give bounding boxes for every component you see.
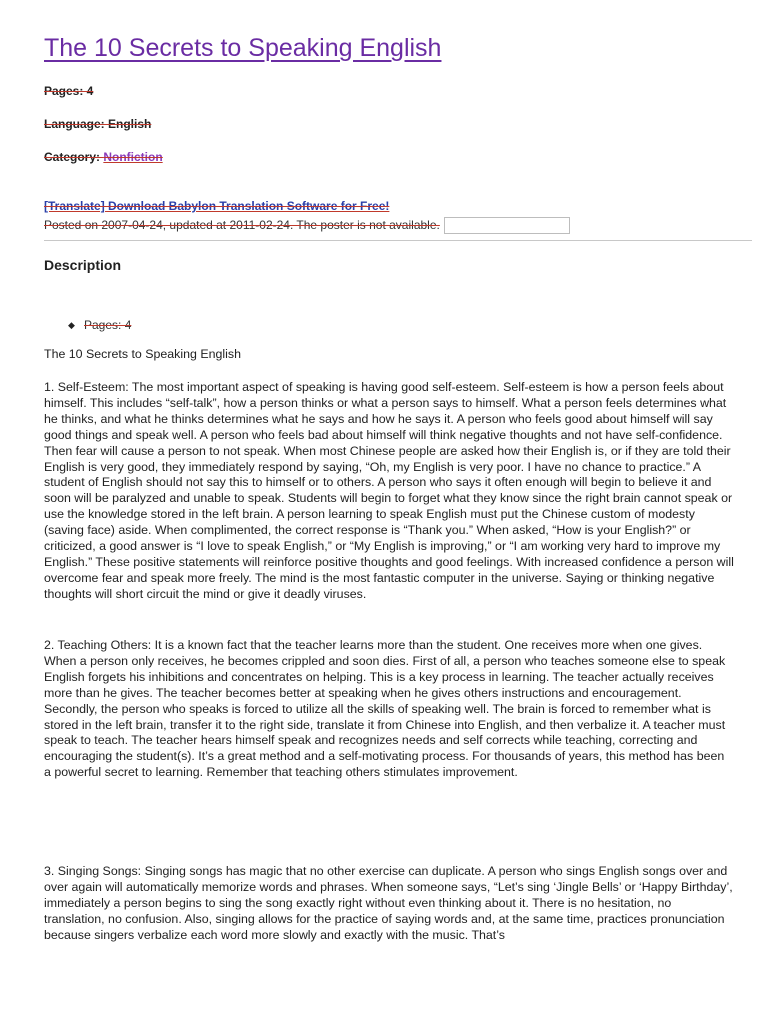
category-link[interactable]: Nonfiction: [103, 150, 163, 164]
meta-category-label: Category:: [44, 150, 104, 164]
meta-category: [44, 150, 163, 164]
bullet-text: Pages: 4: [84, 318, 132, 332]
document-subtitle: The 10 Secrets to Speaking English: [44, 347, 241, 361]
bullet-diamond-icon: ◆: [68, 319, 75, 330]
posted-info: Posted on 2007-04-24, updated at 2011-02-24. The poster is not available.: [44, 218, 440, 232]
section-divider: [44, 240, 752, 241]
posted-row: [44, 216, 570, 234]
poster-placeholder-box: [444, 217, 570, 234]
paragraph-singing-songs: 3. Singing Songs: Singing songs has magic that no other exercise can duplicate. A person who sings English songs over and over again will automatically memorize words and phrases. When someone says, “Let’s sing ‘Jingle Bells’ or ‘Happy Birthday’, immediately a person begins to sing the song exactly right without even thinking about it. There is no hesitation, no translation, no confusion. Also, singing allows for the practice of saying words and, at the same time, practices pronunciation because singers verbalize each word more slowly and exactly with the music. That’s: [44, 864, 733, 942]
paragraph-self-esteem: 1. Self-Esteem: The most important aspect of speaking is having good self-esteem. Self-esteem is how a person feels about himself. This includes “self-talk”, how a person thinks or what a person says to himself. What a person feels determines what he thinks, and what he thinks determines what he says and how he says it. A person who feels good about himself will say good things and speak well. A person who feels bad about himself will think negative thoughts and not have self-confidence. Then fear will cause a person to not speak. When most Chinese people are asked how their English is, or if they are told their English is very good, they immediately respond by saying, “Oh, my English is very poor. I have no chance to practice.” A student of English should not say this to himself or to others. A person who says it often enough will begin to believe it and soon will be paralyzed and unable to speak. Students will begin to forget what they know since the right brain cannot speak or use the knowledge stored in the left brain. A person learning to speak English must put the Chinese custom of modesty (saving face) aside. When complimented, the correct response is “Thank you.” When asked, “How is your English?” or criticized, a good answer is “I love to speak English,” or “My English is improving,” or “I am working very hard to improve my English.” These positive statements will reinforce positive thoughts and good feelings. With increased confidence a person will overcome fear and speak more freely. The mind is the most fantastic computer in the universe. Saying or thinking negative thoughts will short circuit the mind or give it deadly viruses.: [44, 380, 734, 601]
description-heading: Description: [44, 257, 122, 273]
meta-pages: Pages: 4: [44, 84, 94, 98]
meta-language: Language: English: [44, 117, 152, 131]
paragraph-teaching-others: 2. Teaching Others: It is a known fact that the teacher learns more than the student. One receives more when one gives. When a person only receives, he becomes crippled and soon dies. First of all, a person who teaches someone else to speak English forgets his inhibitions and concentrates on helping. This is a key process in learning. The teacher actually receives more than he gives. The teacher becomes better at speaking when he gives others instructions and encouragement. Secondly, the person who speaks is forced to utilize all the skills of speaking well. The brain is forced to remember what is stored in the left brain, transfer it to the right side, translate it from Chinese into English, and then verbalize it. A teacher must speak to teach. The teacher hears himself speak and recognizes needs and self corrects while teaching, correcting and encouraging the student(s). It’s a great method and a self-motivating process. For thousands of years, this method has been a powerful secret to learning. Remember that teaching others stimulates improvement.: [44, 638, 726, 780]
page-title[interactable]: The 10 Secrets to Speaking English: [44, 34, 442, 62]
translate-download-link[interactable]: [Translate] Download Babylon Translation Software for Free!: [44, 199, 390, 213]
list-item: [68, 318, 131, 332]
